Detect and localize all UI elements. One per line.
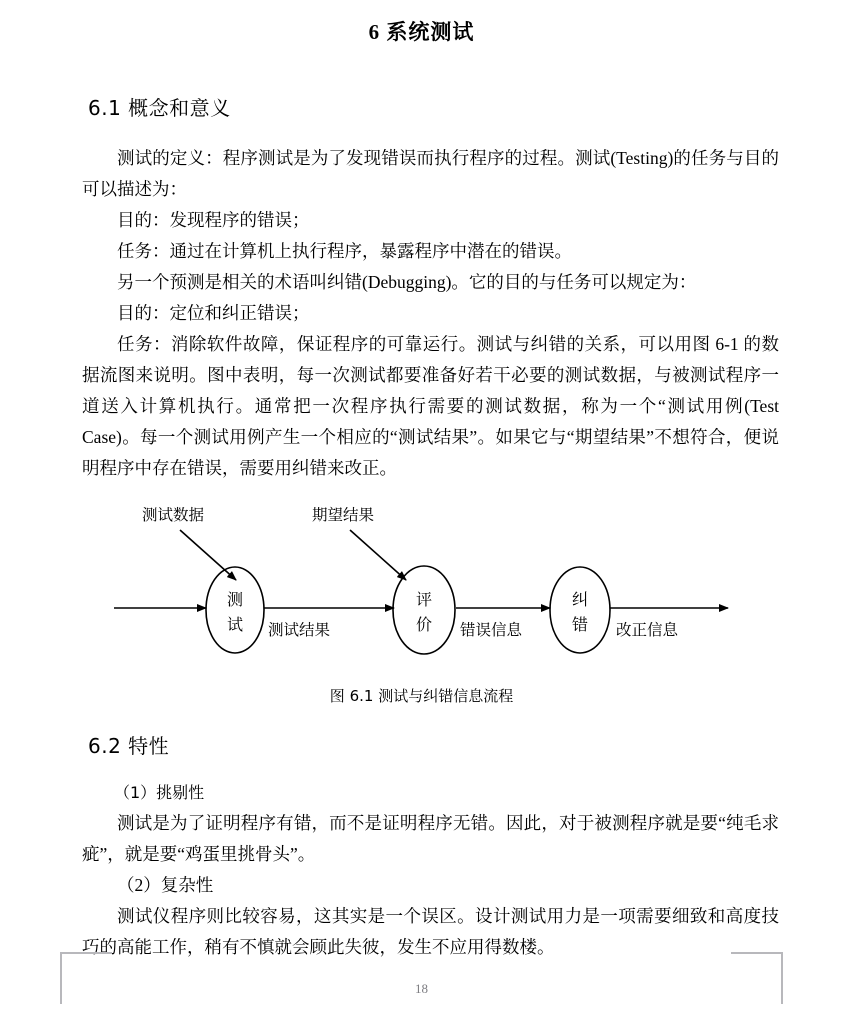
paragraph-task-2: 任务：消除软件故障，保证程序的可靠运行。测试与纠错的关系，可以用图 6-1 的数据流图来说明。图中表明，每一次测试都要准备好若干必要的测试数据，与被测试程序一道送入计算机执行。通常把一次程序执行需要的测试数据，称为一个“测试用例(Test Case)。每一个测试用例产生一个相应的“测试结果”。如果它与“期望结果”不想符合，便说明程序中存在错误，需要用纠错来改正。 [82,334,779,478]
paragraph-definition: 测试的定义：程序测试是为了发现错误而执行程序的过程。测试(Testing)的任务与目的可以描述为： [82,148,779,199]
node-evaluate [393,566,455,654]
page-number: 18 [415,981,428,996]
label-error-info: 错误信息 [459,621,522,639]
figure-6-1 [0,498,843,706]
label-test-data: 测试数据 [141,506,204,524]
item-2-title: （2）复杂性 [117,875,214,895]
paragraph-debugging: 另一个预测是相关的术语叫纠错(Debugging)。它的目的与任务可以规定为： [117,272,697,292]
label-correction-info: 改正信息 [615,621,678,639]
flow-diagram [112,498,732,683]
paragraph-purpose-1: 目的：发现程序的错误； [117,210,310,230]
label-test-result: 测试结果 [267,621,330,639]
figure-caption: 图 6.1 测试与纠错信息流程 [329,687,514,705]
item-1-title: （1）挑剔性 [114,783,205,802]
heading-6-1: 6.1 概念和意义 [88,96,231,120]
node-test-label-1: 测 [226,590,243,609]
item-1-body: 测试是为了证明程序有错，而不是证明程序无错。因此，对于被测程序就是要“纯毛求疵”，就是要“鸡蛋里挑骨头”。 [82,813,779,864]
node-test-label-2: 试 [226,615,243,634]
heading-6-2: 6.2 特性 [88,734,170,758]
item-2-body: 测试仪程序则比较容易，这其实是一个误区。设计测试用力是一项需要细致和高度技巧的高能工作，稍有不慎就会顾此失彼，发生不应用得数楼。 [82,906,779,957]
node-debug [550,567,610,653]
node-evaluate-label-1: 评 [415,590,432,609]
node-evaluate-label-2: 价 [415,615,432,634]
edge-expected-to-evaluate [350,530,406,580]
paragraph-purpose-2: 目的：定位和纠正错误； [117,303,310,323]
section-6-2-body [0,777,843,963]
paragraph-task-1: 任务：通过在计算机上执行程序，暴露程序中潜在的错误。 [117,241,572,261]
node-debug-label-2: 错 [571,615,588,634]
page-title: 6 系统测试 [368,20,475,44]
section-6-1-body [0,143,843,484]
label-expected-result: 期望结果 [311,506,374,524]
edge-test-data-to-test [180,530,236,580]
node-debug-label-1: 纠 [571,590,588,609]
